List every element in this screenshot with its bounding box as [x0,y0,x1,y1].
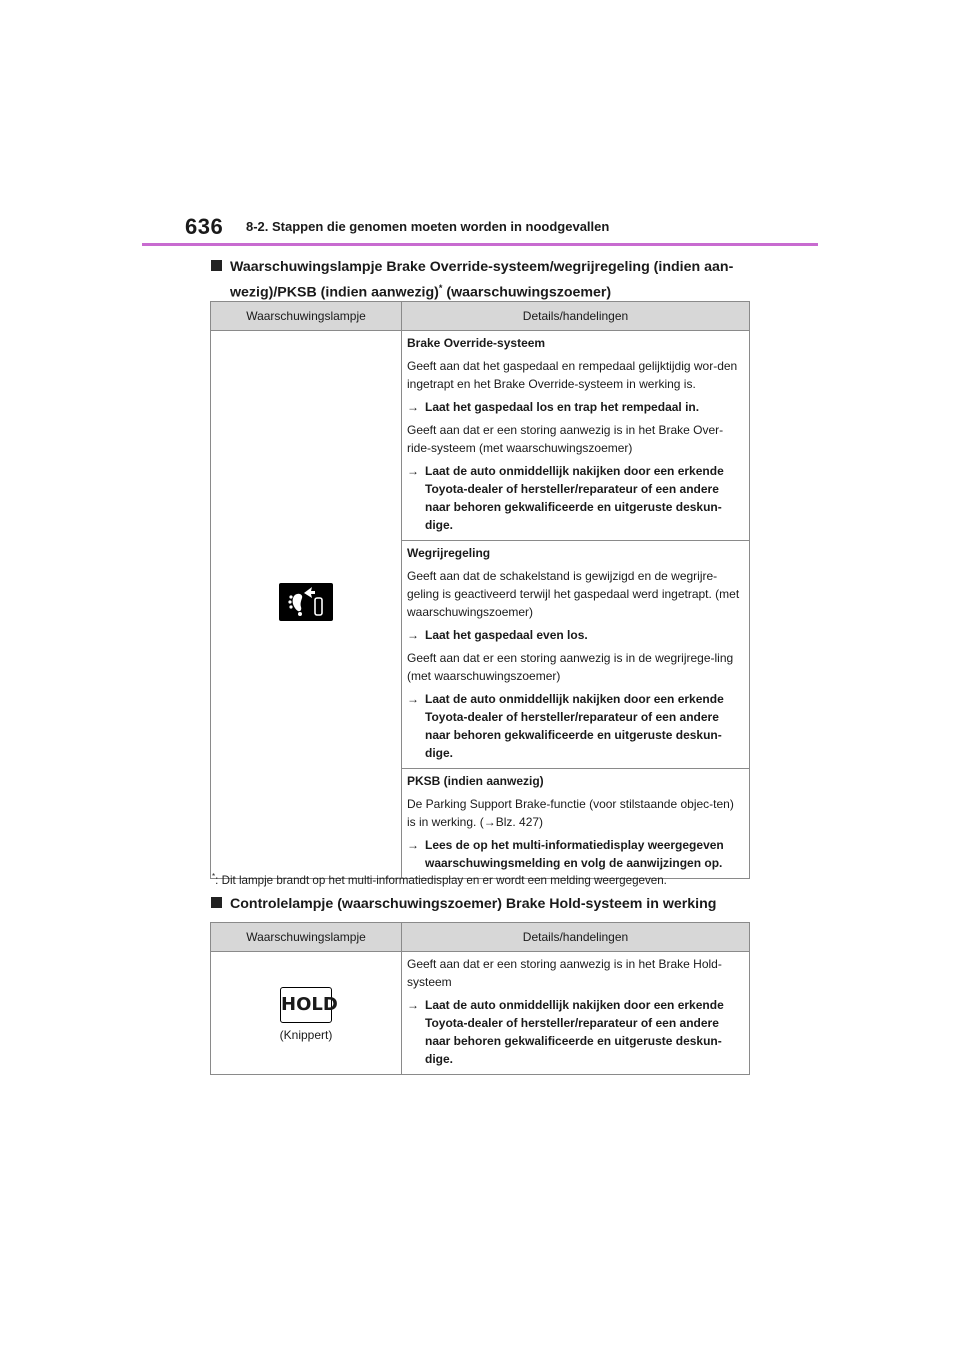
action-item: → Lees de op het multi-informatiedisplay weergegeven waarschuwingsmelding en volg de aanwijzingen op. [407,838,724,870]
description: De Parking Support Brake-functie (voor stilstaande objec-ten) is in werking. (→Blz. 427) [407,797,734,829]
table-header-row [211,302,750,331]
action-item: → Laat het gaspedaal los en trap het rempedaal in. [407,400,700,414]
description: Geeft aan dat er een storing aanwezig is in de wegrijrege-ling (met waarschuwingszoemer) [407,651,734,683]
details-cell-pksb [402,769,750,879]
action-item: → Laat de auto onmiddellijk nakijken door een erkende Toyota-dealer of hersteller/reparateur of een andere naar behoren gekwalificeerde en uitgeruste deskun-dige. [407,464,724,532]
footnote-mark: * [438,283,443,293]
section-heading-brake-override: Waarschuwingslampje Brake Override-systeem/wegrijregeling (indien aan- wezig)/PKSB (indien aanwezig)* (waarschuwingszoemer) [211,257,771,304]
square-bullet-icon [211,260,222,271]
brake-hold-indicator-icon: HOLD [280,987,332,1023]
arrow-right-icon: → [407,998,419,1012]
row-title: Brake Override-systeem [407,336,546,350]
action-item: → Laat het gaspedaal even los. [407,628,588,642]
description: Geeft aan dat er een storing aanwezig is in het Brake Over-ride-systeem (met waarschuwingszoemer) [407,423,724,455]
section-heading-brake-hold: Controlelampje (waarschuwingszoemer) Brake Hold-systeem in werking [211,894,771,915]
arrow-right-icon: → [407,838,419,852]
arrow-right-icon: → [483,815,496,829]
column-header-details: Details/handelingen [402,302,750,331]
table-row [211,952,750,1075]
page-number: 636 [185,214,224,239]
chapter-title: 8-2. Stappen die genomen moeten worden in noodgevallen [246,219,610,234]
footnote: *: Dit lampje brandt op het multi-informatiedisplay en er wordt een melding weergegeven. [212,872,667,887]
lamp-cell [211,331,402,879]
arrow-right-icon: → [407,692,419,706]
column-header-details: Details/handelingen [402,923,750,952]
column-header-lamp: Waarschuwingslampje [211,923,402,952]
warning-table-brake-override [210,301,750,879]
table-header-row [211,923,750,952]
description: Geeft aan dat er een storing aanwezig is in het Brake Hold-systeem [407,957,722,989]
row-title: Wegrijregeling [407,546,491,560]
description: Geeft aan dat de schakelstand is gewijzigd en de wegrijre-geling is geactiveerd terwijl het gaspedaal werd ingetrapt. (met waarschuwingszoemer) [407,569,740,619]
action-item: → Laat de auto onmiddellijk nakijken door een erkende Toyota-dealer of hersteller/reparateur of een andere naar behoren gekwalificeerde en uitgeruste deskun-dige. [407,692,724,760]
arrow-right-icon: → [407,464,419,478]
details-cell-wegrijregeling [402,541,750,769]
header-rule [142,243,818,246]
brake-override-warning-icon [279,583,333,621]
description: Geeft aan dat het gaspedaal en rempedaal gelijktijdig wor-den ingetrapt en het Brake Override-systeem in werking is. [407,359,738,391]
details-cell-brake-override [402,331,750,541]
table-row [211,331,750,541]
lamp-cell [211,952,402,1075]
arrow-right-icon: → [407,400,419,414]
details-cell-brake-hold [402,952,750,1075]
icon-caption: (Knippert) [279,1027,333,1042]
warning-table-brake-hold [210,922,750,1075]
arrow-right-icon: → [407,628,419,642]
square-bullet-icon [211,897,222,908]
action-item: → Laat de auto onmiddellijk nakijken door een erkende Toyota-dealer of hersteller/reparateur of een andere naar behoren gekwalificeerde en uitgeruste deskun-dige. [407,998,724,1066]
column-header-lamp: Waarschuwingslampje [211,302,402,331]
row-title: PKSB (indien aanwezig) [407,774,544,788]
footnote-mark: * [212,872,216,881]
